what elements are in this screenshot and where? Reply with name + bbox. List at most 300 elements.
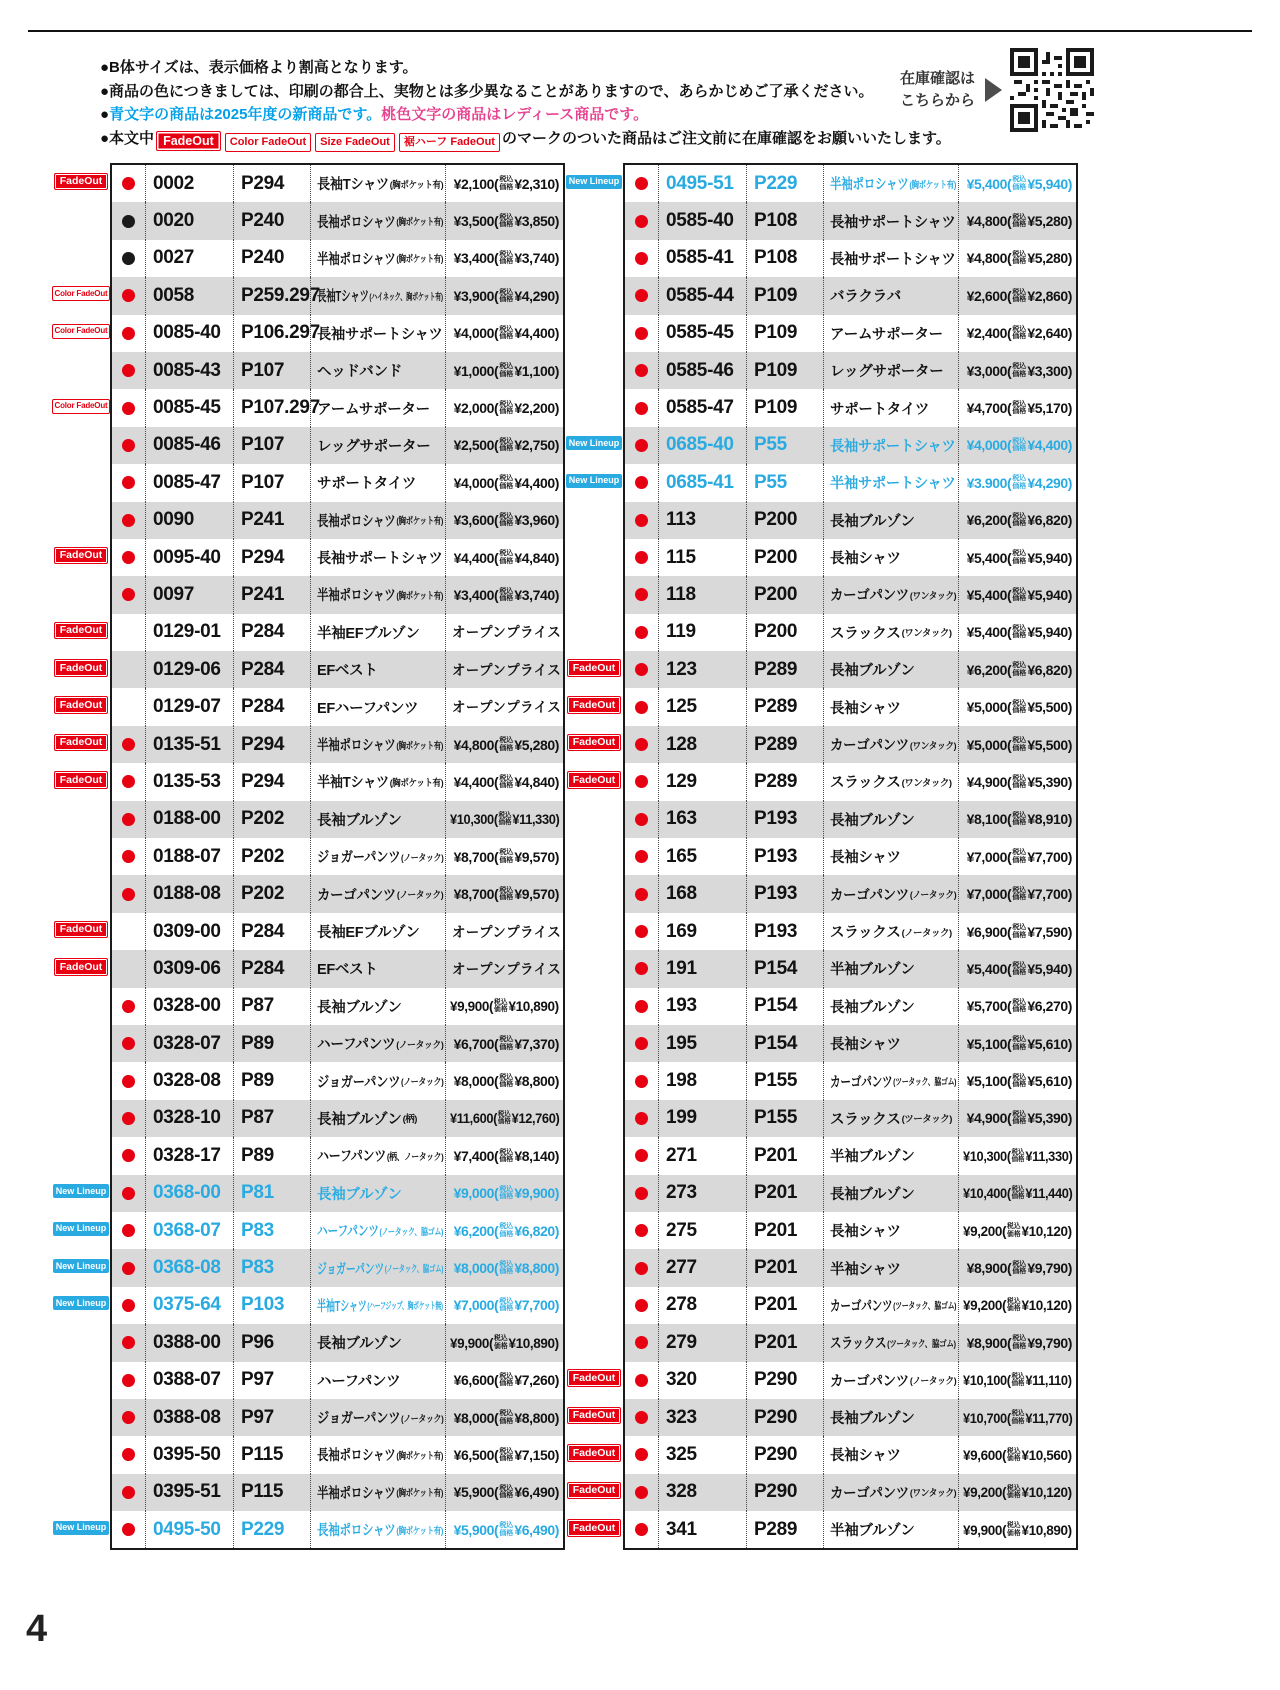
- price-tax: ¥5,280): [1027, 250, 1072, 267]
- price-main: ¥3,900(: [453, 287, 499, 304]
- tax-label-top: 税込: [499, 1485, 514, 1493]
- price-tax: ¥5,610): [1027, 1073, 1072, 1090]
- price-fit: [967, 1335, 1072, 1351]
- row-tag-cell: [55, 200, 107, 237]
- price-tax: ¥3,960): [514, 512, 559, 529]
- product-code: 325: [658, 1436, 746, 1473]
- tax-label-top: 税込: [1012, 961, 1027, 969]
- price-tax: ¥7,260): [514, 1372, 559, 1389]
- stock-dot: [122, 588, 135, 601]
- product-row: [625, 1249, 1076, 1286]
- tax-label-bottom: 価格: [499, 1305, 514, 1313]
- product-name-fit: [317, 921, 420, 942]
- price-fit: [967, 363, 1072, 379]
- product-name: カーゴパンツ: [830, 588, 909, 605]
- tax-label-top: 税込: [499, 1148, 514, 1156]
- stock-dot: [122, 775, 135, 788]
- row-tag-cell: [55, 387, 107, 424]
- price-main: ¥9,600(: [963, 1446, 1007, 1463]
- product-row: [625, 427, 1076, 464]
- tax-included-label: [1012, 363, 1026, 378]
- price-main: ¥9,900(: [450, 1334, 494, 1351]
- tax-label-top: 税込: [499, 288, 514, 296]
- tax-label-top: 税込: [499, 176, 514, 184]
- product-name-cell: [823, 688, 958, 725]
- product-code: 0328-17: [145, 1137, 233, 1174]
- tax-label-bottom: 価格: [499, 1454, 514, 1462]
- tax-included-label: [499, 1373, 513, 1388]
- stock-dot-cell: [625, 1436, 658, 1473]
- tax-included-label: [1012, 924, 1026, 939]
- product-code: 0685-41: [658, 464, 746, 501]
- tax-label-bottom: 価格: [1012, 856, 1027, 864]
- product-code: 0097: [145, 576, 233, 613]
- row-tag-cell: [568, 836, 620, 873]
- tax-included-label: [499, 588, 513, 603]
- tax-label-top: 税込: [499, 1522, 514, 1530]
- price-cell: [958, 651, 1076, 688]
- colorfadeout-badge: Color FadeOut: [52, 324, 111, 339]
- price-fit: [454, 363, 559, 379]
- tax-included-label: [499, 1149, 513, 1164]
- price-tax: ¥1,100): [514, 362, 559, 379]
- product-name: 長袖シャツ: [830, 1224, 901, 1241]
- catalog-page-ref: P240: [233, 202, 310, 239]
- product-name: 長袖シャツ: [830, 850, 901, 867]
- product-row: [625, 202, 1076, 239]
- product-name-fit: [830, 1108, 952, 1129]
- tax-label-bottom: 価格: [499, 856, 514, 864]
- price-main: ¥1,000(: [453, 362, 499, 379]
- price-cell: [445, 352, 563, 389]
- row-tag-cell: [568, 313, 620, 350]
- tax-label-top: 税込: [1011, 1410, 1025, 1418]
- product-spec-note: (胸ポケット有): [909, 179, 956, 191]
- size-fadeout-badge: Size FadeOut: [315, 133, 395, 152]
- catalog-page-ref: P289: [746, 726, 823, 763]
- stock-dot-cell: [112, 688, 145, 725]
- tax-included-label: [499, 1036, 513, 1051]
- product-code: 0375-64: [145, 1287, 233, 1324]
- row-tag-cell: [55, 1098, 107, 1135]
- price-cell: [958, 1287, 1076, 1324]
- product-name-cell: [310, 1062, 445, 1099]
- price-fit: [454, 512, 559, 528]
- product-name: 長袖シャツ: [830, 700, 901, 717]
- tax-label-top: 税込: [499, 1447, 514, 1455]
- price-fit: [454, 550, 559, 566]
- product-code: 0585-41: [658, 240, 746, 277]
- product-row: [625, 950, 1076, 987]
- product-name-cell: [310, 165, 445, 202]
- product-spec-note: (胸ポケット有): [389, 179, 444, 191]
- product-name-fit: [317, 1183, 402, 1204]
- tax-included-label: [499, 1223, 513, 1238]
- stock-dot: [122, 364, 135, 377]
- product-row: [112, 427, 563, 464]
- catalog-page-ref: P229: [233, 1511, 310, 1548]
- row-tag-cell: [55, 238, 107, 275]
- product-code: 118: [658, 576, 746, 613]
- row-tag-cell: [568, 163, 620, 200]
- price-tax: ¥4,840): [514, 549, 559, 566]
- price-main: ¥8,000(: [453, 1409, 499, 1426]
- product-name: レッグサポーター: [317, 438, 431, 455]
- price-cell: [445, 1249, 563, 1286]
- newlineup-badge: New Lineup: [53, 1521, 110, 1535]
- row-tag-cell: [55, 313, 107, 350]
- catalog-page-ref: P55: [746, 464, 823, 501]
- row-tag-cell: [55, 1210, 107, 1247]
- stock-dot: [635, 1336, 648, 1349]
- product-row: [625, 1212, 1076, 1249]
- price-main: ¥5,400(: [966, 175, 1012, 192]
- price-main: ¥9,200(: [963, 1484, 1007, 1501]
- tax-label-bottom: 価格: [499, 333, 514, 341]
- stock-dot: [635, 402, 648, 415]
- catalog-page-ref: P241: [233, 576, 310, 613]
- catalog-page-ref: P55: [746, 427, 823, 464]
- product-row: [112, 913, 563, 950]
- product-name-fit: [830, 547, 901, 568]
- price-main: ¥2,500(: [453, 437, 499, 454]
- price-fit: [454, 475, 559, 491]
- price-cell: [958, 1100, 1076, 1137]
- price-fit: [454, 1484, 559, 1500]
- fadeout-badge: FadeOut: [567, 734, 622, 752]
- price-fit: [454, 1372, 559, 1388]
- price-tax: ¥5,500): [1027, 699, 1072, 716]
- product-name-cell: [823, 202, 958, 239]
- catalog-page-ref: P89: [233, 1025, 310, 1062]
- product-name-cell: [823, 315, 958, 352]
- product-row: [112, 1100, 563, 1137]
- product-spec-note: (胸ポケット有): [396, 1488, 443, 1500]
- product-row: [112, 576, 563, 613]
- page-number: 4: [26, 1608, 48, 1650]
- price-tax: ¥2,200): [514, 400, 559, 417]
- price-fit: [454, 1297, 559, 1313]
- tag-column-left: [55, 163, 107, 1550]
- product-name: 長袖サポートシャツ: [830, 438, 956, 455]
- product-row: [112, 202, 563, 239]
- product-name-fit: [317, 211, 443, 232]
- catalog-page-ref: P289: [746, 688, 823, 725]
- tax-included-label: [1012, 737, 1026, 752]
- product-spec-note: (ノータック): [901, 927, 952, 939]
- product-spec-note: (ノータック): [396, 1039, 444, 1051]
- tax-label-top: 税込: [499, 512, 514, 520]
- tax-label-bottom: 価格: [498, 819, 512, 827]
- tax-included-label: [1012, 401, 1026, 416]
- product-name-cell: [823, 838, 958, 875]
- product-name-cell: [823, 950, 958, 987]
- product-name: サポートタイツ: [317, 476, 417, 493]
- row-tag-cell: [568, 686, 620, 723]
- catalog-page-ref: P201: [746, 1287, 823, 1324]
- tax-included-label: [499, 887, 513, 902]
- catalog-page-ref: P284: [233, 651, 310, 688]
- stock-dot: [122, 1187, 135, 1200]
- stock-dot-cell: [112, 1511, 145, 1548]
- product-row: [112, 1399, 563, 1436]
- tax-label-bottom: 価格: [1012, 1268, 1027, 1276]
- stock-dot-cell: [625, 988, 658, 1025]
- newlineup-badge: New Lineup: [566, 474, 623, 488]
- price-main: ¥5,700(: [966, 998, 1012, 1015]
- tag-column-right: [568, 163, 620, 1550]
- stock-dot: [122, 813, 135, 826]
- fadeout-badge: FadeOut: [567, 771, 622, 789]
- price-fit: [967, 774, 1072, 790]
- tax-included-label: [499, 737, 513, 752]
- price-tax: ¥8,800): [514, 1073, 559, 1090]
- price-tax: ¥11,440): [1025, 1185, 1072, 1202]
- product-name-fit: [830, 1519, 915, 1540]
- product-code: 0020: [145, 202, 233, 239]
- product-name: 半袖ポロシャツ: [317, 1485, 396, 1502]
- catalog-page-ref: P284: [233, 614, 310, 651]
- price-cell: [958, 1212, 1076, 1249]
- price-main: ¥5,000(: [966, 699, 1012, 716]
- stock-check-label: [900, 68, 975, 113]
- tax-label-top: 税込: [1007, 1447, 1021, 1455]
- stock-dot-cell: [625, 1362, 658, 1399]
- product-name: EFベスト: [317, 962, 378, 979]
- product-name: 長袖ブルゾン: [317, 1111, 402, 1128]
- product-spec-note: (胸ポケット有): [396, 516, 443, 528]
- fadeout-badge: FadeOut: [54, 173, 109, 191]
- stock-dot: [635, 1112, 648, 1125]
- product-name: 長袖サポートシャツ: [317, 326, 443, 343]
- tax-included-label: [1012, 326, 1026, 341]
- product-name: サポートタイツ: [830, 401, 930, 418]
- product-name-cell: [310, 913, 445, 950]
- tax-included-label: [494, 1335, 508, 1350]
- catalog-page-ref: P200: [746, 502, 823, 539]
- price-main: ¥3,000(: [966, 362, 1012, 379]
- stock-dot-cell: [625, 838, 658, 875]
- product-name-cell: [310, 315, 445, 352]
- product-name-fit: [317, 1482, 443, 1503]
- tax-label-bottom: 価格: [1012, 819, 1027, 827]
- stock-dot-cell: [112, 1137, 145, 1174]
- tax-included-label: [1012, 588, 1026, 603]
- stock-dot-cell: [112, 1399, 145, 1436]
- product-code: 0309-06: [145, 950, 233, 987]
- price-main: ¥3.900(: [966, 474, 1012, 491]
- product-spec-note: (ツータック、脇ゴム): [893, 1077, 957, 1089]
- price-fit: [963, 1484, 1072, 1500]
- color-fadeout-badge: Color FadeOut: [225, 133, 311, 152]
- stock-dot-cell: [625, 389, 658, 426]
- row-tag-cell: [568, 799, 620, 836]
- fadeout-badge: FadeOut: [156, 131, 221, 152]
- price-main: ¥9,900(: [963, 1521, 1007, 1538]
- tax-included-label: [1012, 775, 1026, 790]
- price-fit: [454, 400, 559, 416]
- stock-dot: [122, 1523, 135, 1536]
- row-tag-cell: [55, 799, 107, 836]
- price-cell: [958, 1399, 1076, 1436]
- product-row: [625, 1324, 1076, 1361]
- product-name-cell: [310, 389, 445, 426]
- product-code: 0585-46: [658, 352, 746, 389]
- price-cell: [958, 950, 1076, 987]
- product-name-fit: [830, 285, 901, 306]
- product-name-cell: [310, 502, 445, 539]
- tax-label-top: 税込: [1012, 662, 1027, 670]
- stock-dot-cell: [625, 726, 658, 763]
- price-fit: [967, 811, 1072, 827]
- price-fit: [967, 1110, 1072, 1126]
- tax-included-label: [499, 401, 513, 416]
- product-spec-note: (ノータック): [401, 1413, 444, 1425]
- product-row: [112, 875, 563, 912]
- row-tag-cell: [568, 948, 620, 985]
- row-tag-cell: [55, 1509, 107, 1546]
- stock-dot-cell: [112, 1249, 145, 1286]
- stock-dot-cell: [112, 726, 145, 763]
- tax-label-bottom: 価格: [1012, 931, 1027, 939]
- tax-label-bottom: 価格: [499, 258, 514, 266]
- catalog-page-ref: P89: [233, 1062, 310, 1099]
- catalog-page-ref: P87: [233, 1100, 310, 1137]
- product-name-cell: [823, 1324, 958, 1361]
- stock-dot: [635, 476, 648, 489]
- product-name: 長袖Tシャツ: [317, 289, 369, 306]
- product-name-fit: [317, 697, 418, 718]
- price-fit: [967, 886, 1072, 902]
- price-tax: ¥10,120): [1021, 1484, 1072, 1501]
- tax-label-top: 税込: [499, 1298, 514, 1306]
- price-tax: ¥8,910): [1027, 811, 1072, 828]
- tax-included-label: [1011, 1149, 1024, 1164]
- price-fit: [967, 1036, 1072, 1052]
- catalog-page-ref: P89: [233, 1137, 310, 1174]
- stock-dot: [635, 1523, 648, 1536]
- stock-dot: [122, 551, 135, 564]
- stock-dot: [635, 775, 648, 788]
- price-main: ¥4,000(: [453, 474, 499, 491]
- product-name: 長袖ブルゾン: [830, 663, 915, 680]
- product-name: 長袖ブルゾン: [830, 999, 915, 1016]
- tax-label-top: 税込: [1012, 512, 1027, 520]
- product-name-cell: [310, 1474, 445, 1511]
- colorfadeout-badge: Color FadeOut: [52, 286, 111, 301]
- row-tag-cell: [55, 1060, 107, 1097]
- tax-label-top: 税込: [1011, 1148, 1025, 1156]
- price-main: ¥7,000(: [966, 886, 1012, 903]
- tax-included-label: [499, 1410, 513, 1425]
- product-row: [625, 352, 1076, 389]
- price-main: ¥3,400(: [453, 250, 499, 267]
- product-row: [625, 875, 1076, 912]
- stock-dot-cell: [625, 502, 658, 539]
- price-fit: [967, 325, 1072, 341]
- product-name-fit: [317, 547, 443, 568]
- stock-dot-cell: [625, 240, 658, 277]
- tax-label-top: 税込: [1007, 1223, 1021, 1231]
- tax-included-label: [1012, 475, 1026, 490]
- product-name: 長袖ブルゾン: [830, 1411, 915, 1428]
- product-name-cell: [310, 1249, 445, 1286]
- row-tag-cell: [568, 574, 620, 611]
- price-fit: [454, 774, 559, 790]
- tax-label-top: 税込: [499, 251, 514, 259]
- stock-dot: [122, 439, 135, 452]
- tax-label-top: 税込: [499, 737, 514, 745]
- tax-label-top: 税込: [499, 1073, 514, 1081]
- price-main: ¥8,100(: [966, 811, 1012, 828]
- stock-dot: [635, 252, 648, 265]
- price-fit: [963, 1372, 1072, 1388]
- row-tag-cell: [568, 537, 620, 574]
- stock-dot: [635, 1299, 648, 1312]
- row-tag-cell: [55, 1434, 107, 1471]
- product-name: スラックス: [830, 625, 901, 642]
- price-tax: ¥2,310): [514, 175, 559, 192]
- tax-label-top: 税込: [1012, 325, 1027, 333]
- product-spec-note: (ノータック): [909, 890, 957, 902]
- catalog-page-ref: P155: [746, 1062, 823, 1099]
- price-main: ¥9,200(: [963, 1222, 1007, 1239]
- header-notes: [100, 58, 951, 156]
- product-row: [112, 763, 563, 800]
- tax-label-bottom: 価格: [1012, 1006, 1027, 1014]
- stock-dot-cell: [625, 1025, 658, 1062]
- stock-dot-cell: [625, 1212, 658, 1249]
- catalog-page-ref: P109: [746, 389, 823, 426]
- product-name-fit: [317, 1220, 443, 1241]
- tax-included-label: [499, 1261, 513, 1276]
- product-name: 半袖ブルゾン: [830, 962, 915, 979]
- price-main: ¥10,700(: [962, 1409, 1011, 1426]
- product-code: 320: [658, 1362, 746, 1399]
- stock-dot: [635, 1486, 648, 1499]
- product-spec-note: (ノータック): [909, 1376, 957, 1388]
- tax-label-top: 税込: [1012, 699, 1027, 707]
- product-row: [112, 1474, 563, 1511]
- product-name: カーゴパンツ: [830, 1074, 893, 1091]
- price-main: ¥2,100(: [453, 175, 499, 192]
- price-cell: [958, 1362, 1076, 1399]
- product-code: 125: [658, 688, 746, 725]
- product-code: 0188-08: [145, 875, 233, 912]
- product-name-cell: [823, 1249, 958, 1286]
- tax-label-bottom: 価格: [1012, 632, 1027, 640]
- stock-dot-cell: [112, 1324, 145, 1361]
- tax-included-label: [1012, 812, 1026, 827]
- catalog-page-ref: P294: [233, 726, 310, 763]
- colorfadeout-badge: Color FadeOut: [52, 399, 111, 414]
- row-tag-cell: [55, 836, 107, 873]
- product-row: [625, 240, 1076, 277]
- tax-included-label: [499, 214, 513, 229]
- price-fit: [454, 213, 559, 229]
- price-cell: [958, 315, 1076, 352]
- catalog-page-ref: P200: [746, 614, 823, 651]
- price-cell: [445, 539, 563, 576]
- tax-label-bottom: 価格: [1011, 1380, 1025, 1388]
- product-spec-note: (ノータック): [401, 852, 444, 864]
- tax-included-label: [499, 251, 513, 266]
- tax-label-top: 税込: [499, 1410, 514, 1418]
- stock-dot-cell: [625, 1474, 658, 1511]
- product-name-cell: [823, 651, 958, 688]
- product-row: [112, 1062, 563, 1099]
- stock-dot: [635, 1149, 648, 1162]
